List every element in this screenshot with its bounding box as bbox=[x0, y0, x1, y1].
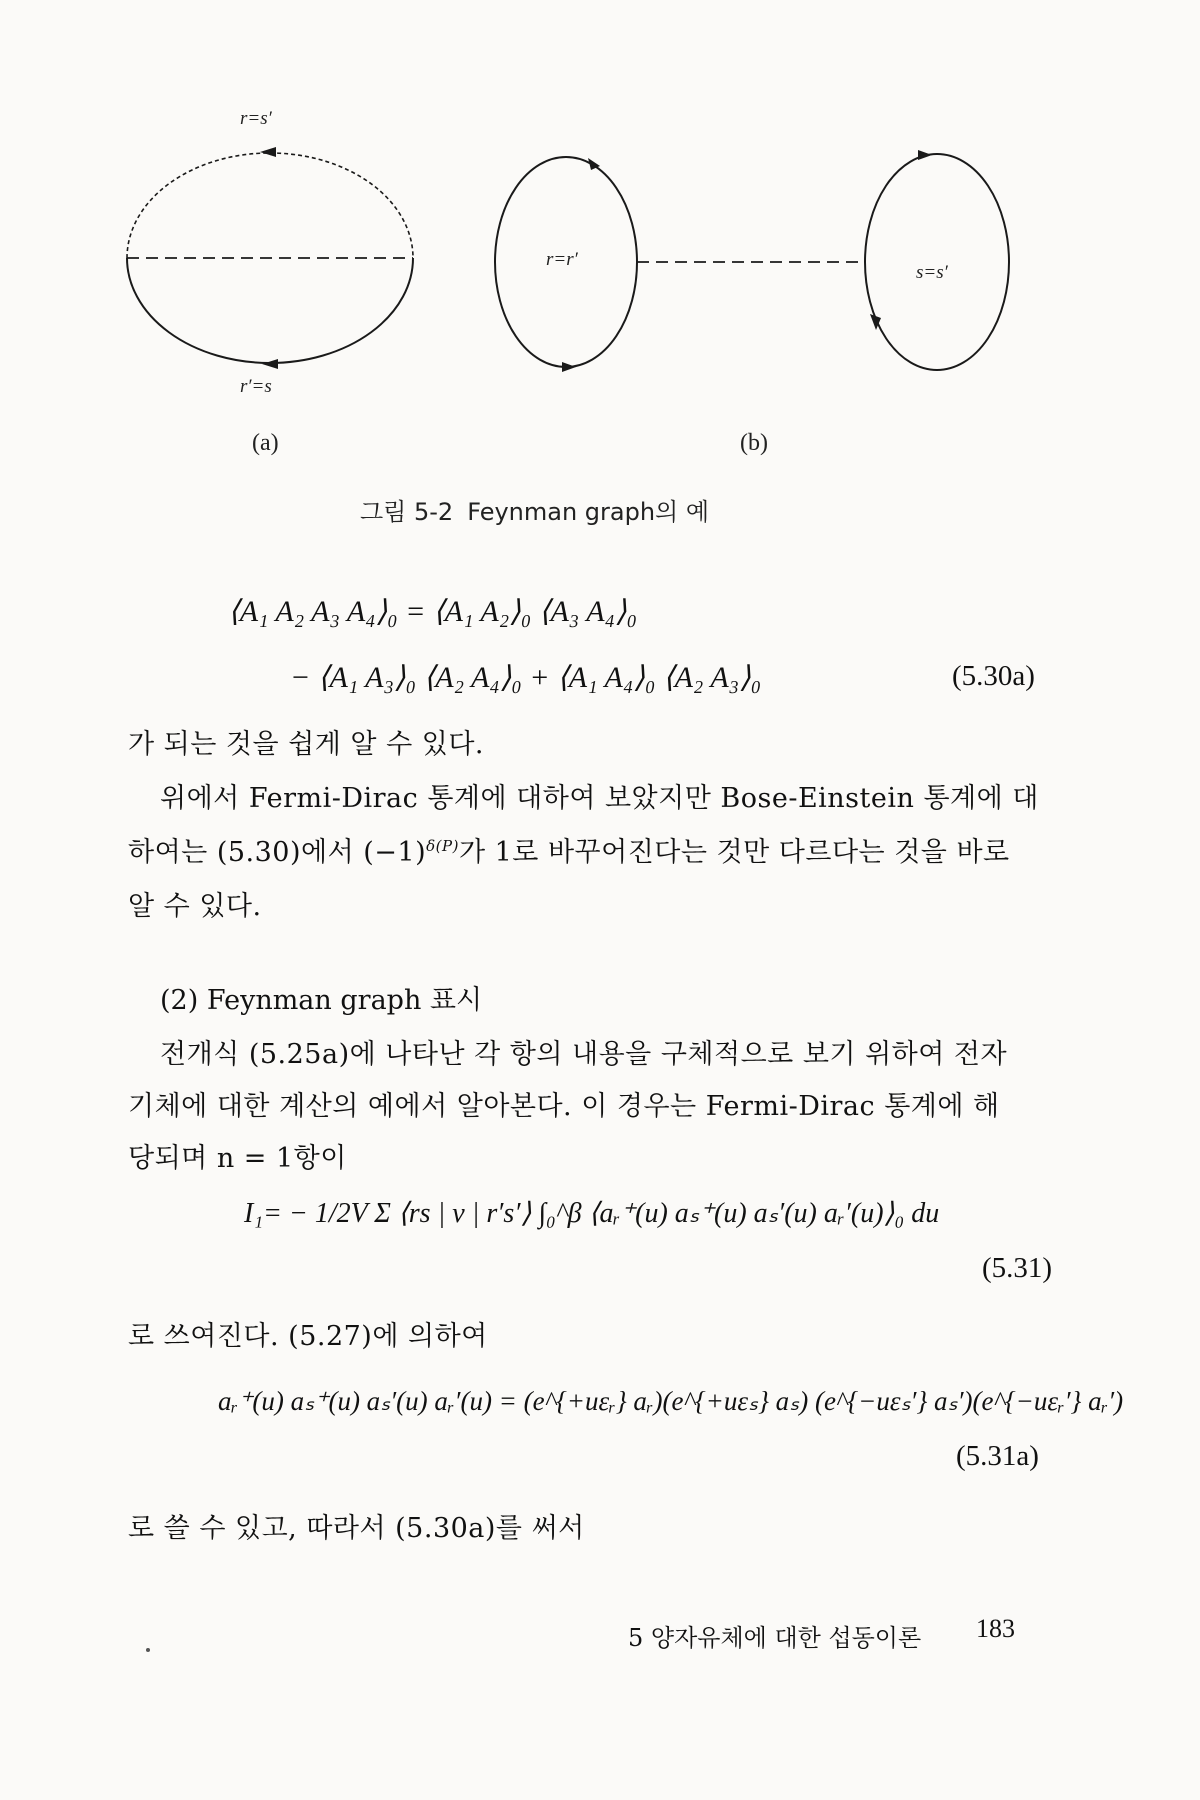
section-heading: (2) Feynman graph 표시 bbox=[160, 985, 483, 1016]
figure-b-left-loop-label: r=r′ bbox=[546, 249, 578, 270]
figure-b-right-top-arrow bbox=[918, 150, 932, 160]
paragraph1-line3: 알 수 있다. bbox=[128, 891, 262, 922]
figure-caption-text: Feynman graph의 예 bbox=[467, 498, 710, 526]
figure-a-top-arrow bbox=[260, 147, 276, 157]
figure-caption-number: 그림 5-2 bbox=[360, 498, 454, 526]
paragraph1-line2-a: 하여는 (5.30)에서 (−1) bbox=[128, 837, 427, 868]
equation-531-number: (5.31) bbox=[982, 1252, 1053, 1284]
text-line-after-531a: 로 쓸 수 있고, 따라서 (5.30a)를 써서 bbox=[128, 1513, 585, 1544]
text-line-after-531: 로 쓰여진다. (5.27)에 의하여 bbox=[128, 1321, 488, 1352]
equation-530a-number: (5.30a) bbox=[952, 660, 1035, 692]
figure-b-left-bottom-arrow bbox=[562, 362, 576, 372]
paragraph2-line2: 기체에 대한 계산의 예에서 알아본다. 이 경우는 Fermi-Dirac 통계에 해 bbox=[128, 1091, 1000, 1122]
figure-caption bbox=[360, 492, 723, 527]
paragraph1-line2 bbox=[128, 830, 1010, 869]
figure-a-upper-arc bbox=[127, 153, 413, 258]
paragraph2-line1: 전개식 (5.25a)에 나타난 각 항의 내용을 구체적으로 보기 위하여 전자 bbox=[160, 1039, 1008, 1070]
figure-b-sublabel: (b) bbox=[740, 430, 768, 456]
paragraph1-line1: 위에서 Fermi-Dirac 통계에 대하여 보았지만 Bose-Einstein 통계에 대 bbox=[160, 783, 1039, 814]
figure-a-sublabel: (a) bbox=[252, 430, 279, 456]
equation-530a-line1: ⟨A₁ A₂ A₃ A₄⟩₀ = ⟨A₁ A₂⟩₀ ⟨A₃ A₄⟩₀ bbox=[228, 595, 638, 628]
figure-a-bottom-arrow bbox=[262, 359, 278, 369]
equation-531a-number: (5.31a) bbox=[956, 1440, 1039, 1472]
figure-a-lower-arc bbox=[127, 258, 413, 363]
figure-a-top-label: r=s′ bbox=[240, 108, 272, 129]
feynman-figure bbox=[0, 0, 1200, 470]
equation-530a-line2: − ⟨A₁ A₃⟩₀ ⟨A₂ A₄⟩₀ + ⟨A₁ A₄⟩₀ ⟨A₂ A₃⟩₀ bbox=[290, 661, 762, 694]
paragraph2-line3: 당되며 n = 1항이 bbox=[128, 1143, 347, 1174]
equation-531a: aᵣ⁺(u) aₛ⁺(u) aₛ′(u) aᵣ′(u) = (e^{+uεᵣ} aᵣ)(e^{+uεₛ} aₛ) (e^{−uεₛ′} aₛ′)(e^{−uεᵣ′} aᵣ′) bbox=[218, 1386, 1124, 1416]
paragraph1-line2-superscript: δ(P) bbox=[426, 837, 459, 855]
paragraph1-line2-b: 가 1로 바꾸어진다는 것만 다르다는 것을 바로 bbox=[458, 837, 1010, 868]
figure-b-right-loop-label: s=s′ bbox=[916, 262, 948, 283]
text-line-after-530a: 가 되는 것을 쉽게 알 수 있다. bbox=[128, 729, 484, 760]
page-number: 183 bbox=[976, 1614, 1015, 1643]
scan-speck bbox=[146, 1648, 150, 1652]
equation-531: I₁= − 1/2V Σ ⟨rs | v | r′s′⟩ ∫₀^β ⟨aᵣ⁺(u) aₛ⁺(u) aₛ′(u) aᵣ′(u)⟩₀ du bbox=[244, 1198, 940, 1229]
running-title: 5 양자유체에 대한 섭동이론 bbox=[628, 1624, 922, 1652]
figure-a-bottom-label: r′=s bbox=[240, 376, 272, 397]
